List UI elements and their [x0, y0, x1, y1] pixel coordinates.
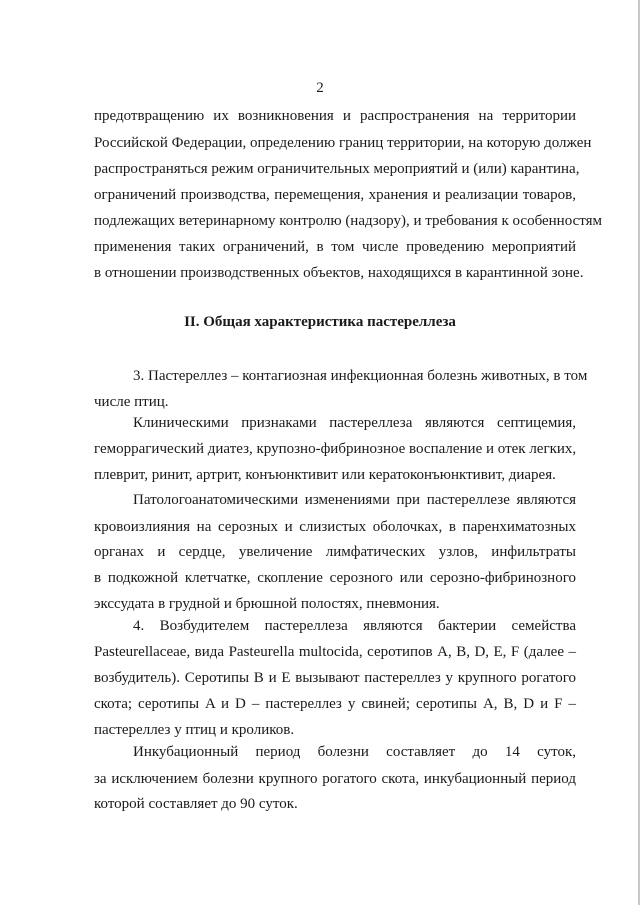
text-line: возбудитель). Серотипы B и E вызывают пастереллез у крупного рогатого: [94, 670, 576, 686]
text-line: Российской Федерации, определению границ территории, на которую должен: [94, 135, 592, 151]
text-line: экссудата в грудной и брюшной полостях, пневмония.: [94, 596, 440, 612]
text-line: распространяться режим ограничительных мероприятий и (или) карантина,: [94, 161, 580, 177]
text-line: плеврит, ринит, артрит, конъюнктивит или кератоконъюнктивит, диарея.: [94, 467, 556, 483]
text-line: в подкожной клетчатке, скопление серозного или серозно-фибринозного: [94, 570, 576, 586]
text-line: которой составляет до 90 суток.: [94, 796, 298, 812]
text-line: 3. Пастереллез – контагиозная инфекционная болезнь животных, в том: [133, 368, 588, 384]
text-line: Pasteurellaceae, вида Pasteurella multocida, серотипов A, B, D, E, F (далее –: [94, 644, 576, 660]
section-heading: II. Общая характеристика пастереллеза: [184, 314, 456, 330]
text-line: органах и сердце, увеличение лимфатических узлов, инфильтраты: [94, 544, 576, 560]
text-line: применения таких ограничений, в том числе проведению мероприятий: [94, 239, 576, 255]
text-line: 4. Возбудителем пастереллеза являются бактерии семейства: [133, 618, 576, 634]
text-line: Патологоанатомическими изменениями при пастереллезе являются: [133, 492, 576, 508]
text-line: геморрагический диатез, крупозно-фибринозное воспаление и отек легких,: [94, 441, 577, 457]
text-line: Инкубационный период болезни составляет до 14 суток,: [133, 744, 576, 760]
text-line: числе птиц.: [94, 394, 169, 410]
text-line: за исключением болезни крупного рогатого скота, инкубационный период: [94, 771, 576, 787]
page-number: 2: [316, 80, 324, 96]
text-line: Клиническими признаками пастереллеза являются септицемия,: [133, 415, 576, 431]
text-line: в отношении производственных объектов, находящихся в карантинной зоне.: [94, 265, 584, 281]
text-line: кровоизлияния на серозных и слизистых оболочках, в паренхиматозных: [94, 519, 576, 535]
text-line: пастереллез у птиц и кроликов.: [94, 722, 295, 738]
text-line: предотвращению их возникновения и распространения на территории: [94, 108, 576, 124]
text-line: подлежащих ветеринарному контролю (надзору), и требования к особенностям: [94, 213, 602, 229]
text-line: скота; серотипы A и D – пастереллез у свиней; серотипы A, B, D и F –: [94, 696, 576, 712]
text-line: ограничений производства, перемещения, хранения и реализации товаров,: [94, 187, 576, 203]
